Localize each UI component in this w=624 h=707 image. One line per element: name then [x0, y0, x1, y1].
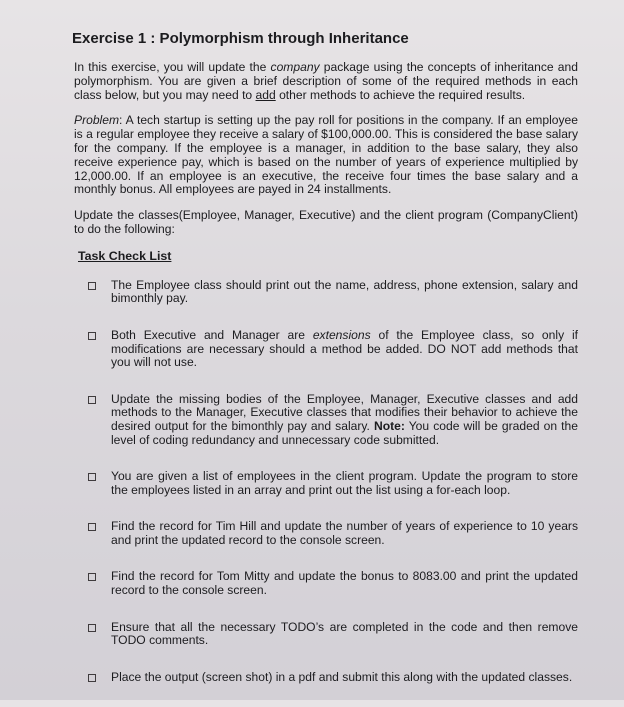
task-text: The Employee class should print out the name, address, phone extension, salary and bimonthly pay. — [111, 277, 578, 306]
problem-text: : A tech startup is setting up the pay roll for positions in the company. If an employee is a regular employee they receive a salary of $100,000.00. This is considered the base salary for the company. If the employee is a manager, in addition to the base salary, they also receive experience pay, which is based on the number of years of experience multiplied by 12,000.00. If an employee is an executive, the receive four times the base salary and a monthly bonus. All employees are payed in 24 installments. — [74, 113, 578, 197]
task-item-5 — [68, 520, 578, 547]
intro-paragraph — [74, 61, 578, 102]
task-item-4 — [68, 470, 578, 497]
problem-label: Problem — [74, 113, 120, 128]
task-item-1 — [68, 279, 578, 306]
task-item-8 — [68, 671, 578, 685]
intro-text-1: In this exercise, you will update the — [74, 60, 271, 74]
checkbox-icon[interactable] — [88, 523, 96, 531]
task-text — [111, 329, 578, 370]
intro-add-underlined: add — [255, 87, 276, 102]
checkbox-icon[interactable] — [88, 573, 96, 581]
checkbox-icon[interactable] — [88, 624, 96, 632]
task-text-part: Both Executive and Manager are — [111, 327, 313, 342]
document-page — [68, 30, 578, 707]
checkbox-icon[interactable] — [88, 396, 96, 404]
checkbox-icon[interactable] — [88, 282, 96, 290]
task-text: Place the output (screen shot) in a pdf and submit this along with the updated classes. — [111, 669, 573, 684]
intro-package-name: company — [270, 60, 320, 74]
task-text: Find the record for Tim Hill and update the number of years of experience to 10 years and print the updated record to the console screen. — [111, 519, 578, 547]
task-text-emphasis: extensions — [312, 327, 371, 342]
update-paragraph: Update the classes(Employee, Manager, Executive) and the client program (CompanyClient) to do the following: — [74, 208, 578, 236]
intro-text-3: other methods to achieve the required results. — [275, 87, 526, 102]
intro-text-2: package using the concepts of inheritance and polymorphism. You are given a brief description of some of the required methods in each class below, but you may need to — [74, 60, 578, 102]
task-text: Ensure that all the necessary TODO’s are completed in the code and then remove TODO comments. — [111, 619, 578, 648]
task-item-2 — [68, 329, 578, 370]
task-item-6 — [68, 570, 578, 597]
task-item-3 — [68, 393, 578, 447]
checkbox-icon[interactable] — [88, 674, 96, 682]
exercise-title: Exercise 1 : Polymorphism through Inheritance — [72, 30, 409, 47]
task-text-part: Update the missing bodies of the Employee, Manager, Executive classes and add methods to the Manager, Executive classes that modifies their behavior to achieve the desired output for the bimonthly pay and salary. — [111, 391, 578, 433]
task-text: You are given a list of employees in the client program. Update the program to store the employees listed in an array and print out the list using a for-each loop. — [111, 469, 578, 497]
checkbox-icon[interactable] — [88, 473, 96, 481]
task-text-part: of the Employee class, so only if modifications are necessary should a method be added. DO NOT add methods that you will not use. — [111, 327, 578, 370]
task-text-part: You code will be graded on the level of coding redundancy and unnecessary code submitted. — [111, 418, 578, 447]
task-list — [68, 279, 578, 685]
task-text: Find the record for Tom Mitty and update the bonus to 8083.00 and print the updated record to the console screen. — [111, 569, 578, 598]
task-note-label: Note: — [373, 418, 405, 433]
task-item-7 — [68, 621, 578, 648]
problem-paragraph — [74, 114, 578, 197]
checkbox-icon[interactable] — [88, 332, 96, 340]
task-text — [111, 393, 578, 447]
task-checklist-heading: Task Check List — [78, 248, 172, 263]
